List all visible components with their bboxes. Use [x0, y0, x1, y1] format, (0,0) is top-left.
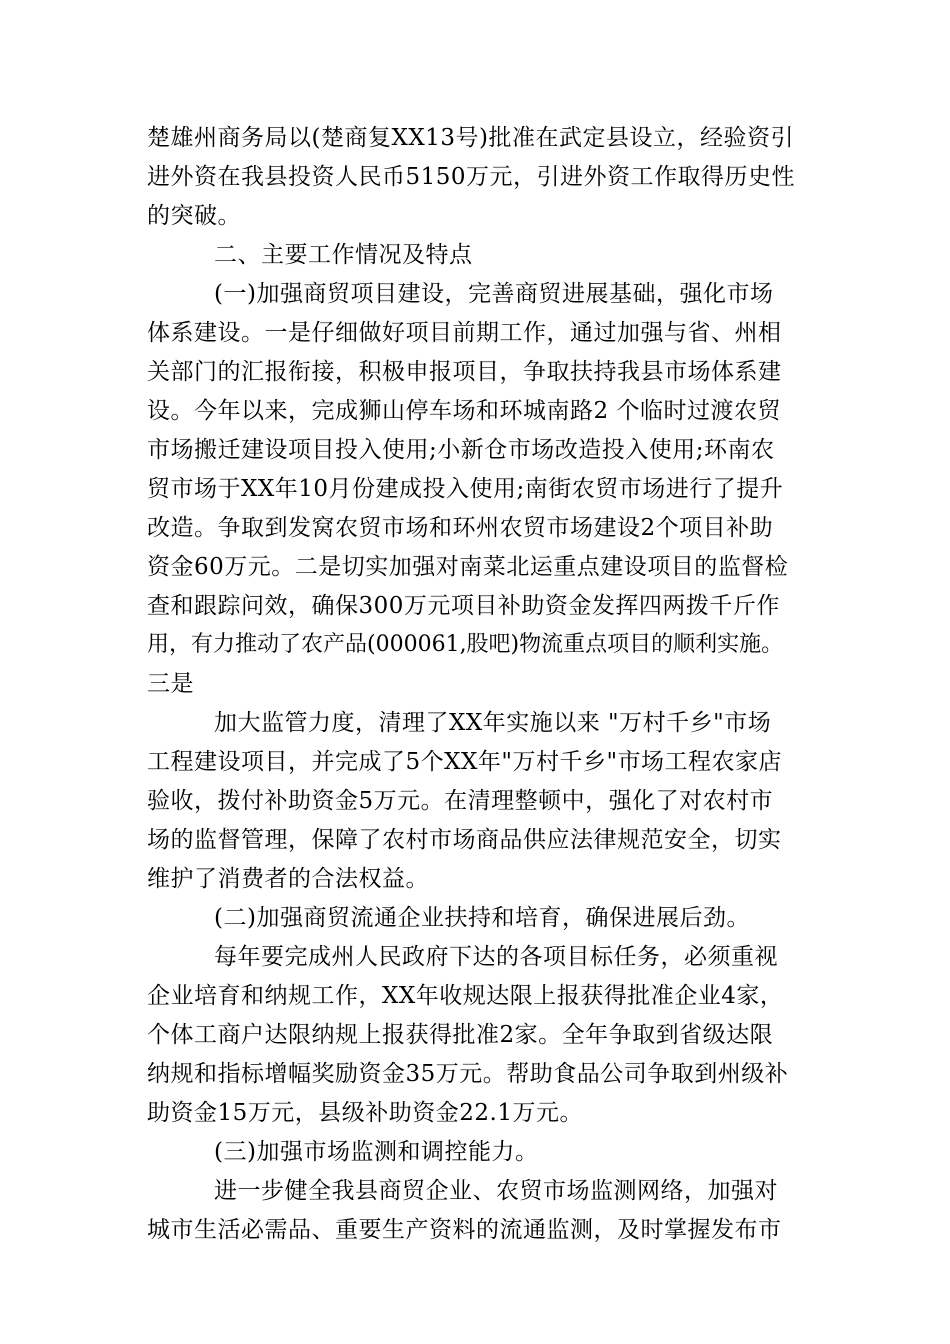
text-line-11: 改造。争取到发窝农贸市场和环州农贸市场建设2个项目补助: [147, 515, 774, 541]
text-line-29: 城市生活必需品、重要生产资料的流通监测，及时掌握发布市: [147, 1217, 782, 1243]
text-line-20: 维护了消费者的合法权益。: [147, 866, 429, 892]
text-line-28: 进一步健全我县商贸企业、农贸市场监测网络，加强对: [214, 1178, 778, 1204]
text-line-8: 设。今年以来，完成狮山停车场和环城南路2 个临时过渡农贸: [147, 398, 781, 424]
text-line-22: 每年要完成州人民政府下达的各项目标任务，必须重视: [214, 944, 778, 970]
subsection-heading-2: (二)加强商贸流通企业扶持和培育，确保进展后劲。: [214, 905, 750, 931]
text-line-1: 楚雄州商务局以(楚商复XX13号)批准在武定县设立，经验资引: [147, 125, 794, 151]
text-line-17: 工程建设项目，并完成了5个XX年"万村千乡"市场工程农家店: [147, 749, 783, 775]
text-line-24: 个体工商户达限纳规上报获得批准2家。全年争取到省级达限: [147, 1022, 774, 1048]
text-line-9: 市场搬迁建设项目投入使用;小新仓市场改造投入使用;环南农: [147, 437, 775, 463]
text-line-18: 验收，拨付补助资金5万元。在清理整顿中，强化了对农村市: [147, 788, 774, 814]
text-line-3: 的突破。: [147, 203, 241, 229]
subsection-heading-1: (一)加强商贸项目建设，完善商贸进展基础，强化市场: [214, 281, 774, 307]
text-line-14: 用，有力推动了农产品(000061,股吧)物流重点项目的顺利实施。: [147, 632, 784, 657]
text-line-10: 贸市场于XX年10月份建成投入使用;南街农贸市场进行了提升: [147, 476, 784, 502]
text-line-6: 体系建设。一是仔细做好项目前期工作，通过加强与省、州相: [147, 320, 782, 346]
text-line-19: 场的监督管理，保障了农村市场商品供应法律规范安全，切实: [147, 827, 782, 853]
section-heading-2: 二、主要工作情况及特点: [214, 242, 473, 268]
text-line-2: 进外资在我县投资人民币5150万元，引进外资工作取得历史性: [147, 164, 796, 190]
text-line-13: 查和跟踪问效，确保300万元项目补助资金发挥四两拨千斤作: [147, 593, 780, 619]
text-line-23: 企业培育和纳规工作，XX年收规达限上报获得批准企业4家，: [147, 983, 784, 1009]
text-line-26: 助资金15万元，县级补助资金22.1万元。: [147, 1100, 583, 1126]
subsection-heading-3: (三)加强市场监测和调控能力。: [214, 1139, 539, 1165]
text-line-25: 纳规和指标增幅奖励资金35万元。帮助食品公司争取到州级补: [147, 1061, 789, 1087]
text-line-16: 加大监管力度，清理了XX年实施以来 "万村千乡"市场: [214, 710, 772, 736]
text-line-15: 三是: [147, 671, 194, 697]
text-line-7: 关部门的汇报衔接，积极申报项目，争取扶持我县市场体系建: [147, 359, 782, 385]
text-line-12: 资金60万元。二是切实加强对南菜北运重点建设项目的监督检: [147, 554, 789, 580]
